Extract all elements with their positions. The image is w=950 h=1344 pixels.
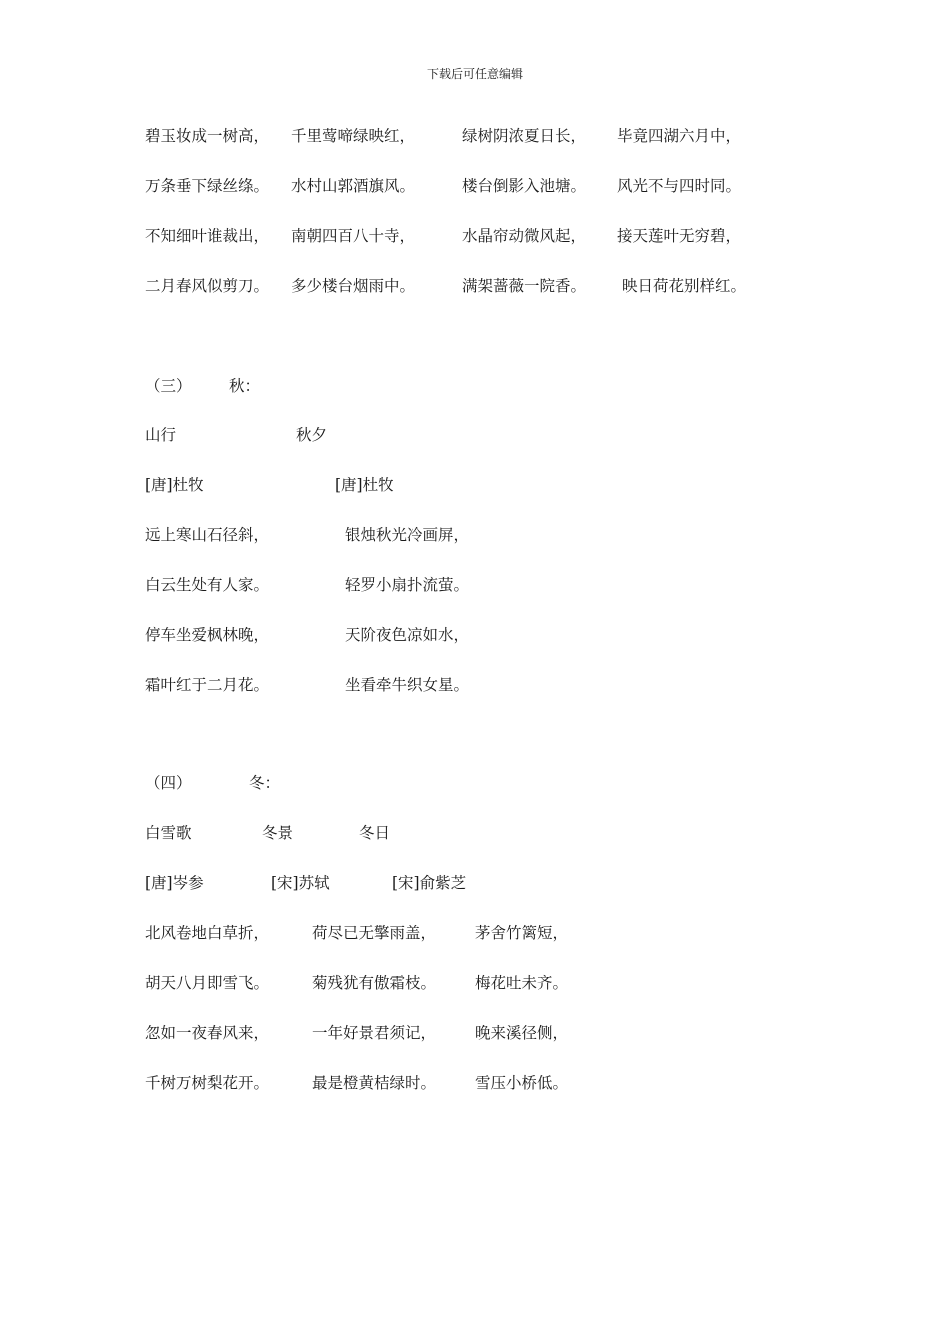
poem-text: 晚来溪径侧， — [475, 1024, 569, 1042]
poem-line — [0, 524, 950, 546]
section-season: 冬： — [249, 774, 281, 792]
poem-text: 最是橙黄桔绿时。 — [312, 1074, 437, 1092]
poem-text: 远上寒山石径斜， — [145, 526, 270, 544]
poem-text: 楼台倒影入池塘。 — [462, 177, 587, 195]
poem-text: 水村山郭酒旗风。 — [291, 177, 416, 195]
poem-text: 天阶夜色凉如水， — [345, 626, 470, 644]
page-header: 下载后可任意编辑 — [426, 67, 523, 81]
poem-text: 映日荷花别样红。 — [622, 277, 747, 295]
poem-text: 满架蔷薇一院香。 — [462, 277, 587, 295]
poem-text: 毕竟四湖六月中， — [617, 127, 742, 145]
poem-text: 轻罗小扇扑流萤。 — [345, 576, 470, 594]
poem-text: 停车坐爱枫林晚， — [145, 626, 270, 644]
poem-text: 接天莲叶无穷碧， — [617, 227, 742, 245]
poem-line — [0, 125, 950, 147]
poem-line — [0, 922, 950, 944]
poem-author: [宋]苏轼 — [271, 874, 330, 892]
poem-text: 荷尽已无擎雨盖， — [312, 924, 437, 942]
poem-author: [宋]俞紫芝 — [392, 874, 467, 892]
poem-title: 山行 — [145, 426, 177, 444]
poem-text: 坐看牵牛织女星。 — [345, 676, 470, 694]
poem-text: 多少楼台烟雨中。 — [291, 277, 416, 295]
poem-line — [0, 175, 950, 197]
poem-line — [0, 574, 950, 596]
poem-title: 秋夕 — [296, 426, 328, 444]
poem-text: 梅花吐未齐。 — [475, 974, 569, 992]
poem-text: 千里莺啼绿映红， — [291, 127, 416, 145]
poem-text: 二月春风似剪刀。 — [145, 277, 270, 295]
poem-text: 不知细叶谁裁出， — [145, 227, 270, 245]
poem-titles — [0, 822, 950, 844]
poem-author: [唐]岑参 — [145, 874, 204, 892]
poem-text: 碧玉妆成一树高， — [145, 127, 270, 145]
poem-line — [0, 1022, 950, 1044]
poem-title: 白雪歌 — [145, 824, 192, 842]
section-number: （三） — [145, 377, 192, 395]
poem-title: 冬日 — [359, 824, 391, 842]
poem-text: 雪压小桥低。 — [475, 1074, 569, 1092]
poem-line — [0, 624, 950, 646]
poem-line — [0, 972, 950, 994]
section-season: 秋： — [229, 377, 261, 395]
poem-text: 绿树阴浓夏日长， — [462, 127, 587, 145]
poem-text: 霜叶红于二月花。 — [145, 676, 270, 694]
poem-text: 白云生处有人家。 — [145, 576, 270, 594]
poem-authors — [0, 474, 950, 496]
poem-text: 忽如一夜春风来， — [145, 1024, 270, 1042]
poem-text: 千树万树梨花开。 — [145, 1074, 270, 1092]
poem-author: [唐]杜牧 — [335, 476, 394, 494]
poem-author: [唐]杜牧 — [145, 476, 204, 494]
poem-line — [0, 225, 950, 247]
section-heading-winter — [0, 772, 950, 794]
poem-text: 银烛秋光冷画屏， — [345, 526, 470, 544]
section-number: （四） — [145, 774, 192, 792]
poem-text: 北风卷地白草折， — [145, 924, 270, 942]
poem-titles — [0, 424, 950, 446]
poem-text: 万条垂下绿丝绦。 — [145, 177, 270, 195]
poem-text: 水晶帘动微风起， — [462, 227, 587, 245]
section-heading-autumn — [0, 375, 950, 397]
poem-line — [0, 275, 950, 297]
poem-text: 胡天八月即雪飞。 — [145, 974, 270, 992]
poem-authors — [0, 872, 950, 894]
poem-text: 一年好景君须记， — [312, 1024, 437, 1042]
poem-text: 风光不与四时同。 — [617, 177, 742, 195]
poem-text: 茅舍竹篱短， — [475, 924, 569, 942]
poem-title: 冬景 — [262, 824, 294, 842]
poem-line — [0, 1072, 950, 1094]
poem-text: 菊残犹有傲霜枝。 — [312, 974, 437, 992]
poem-text: 南朝四百八十寺， — [291, 227, 416, 245]
poem-line — [0, 674, 950, 696]
